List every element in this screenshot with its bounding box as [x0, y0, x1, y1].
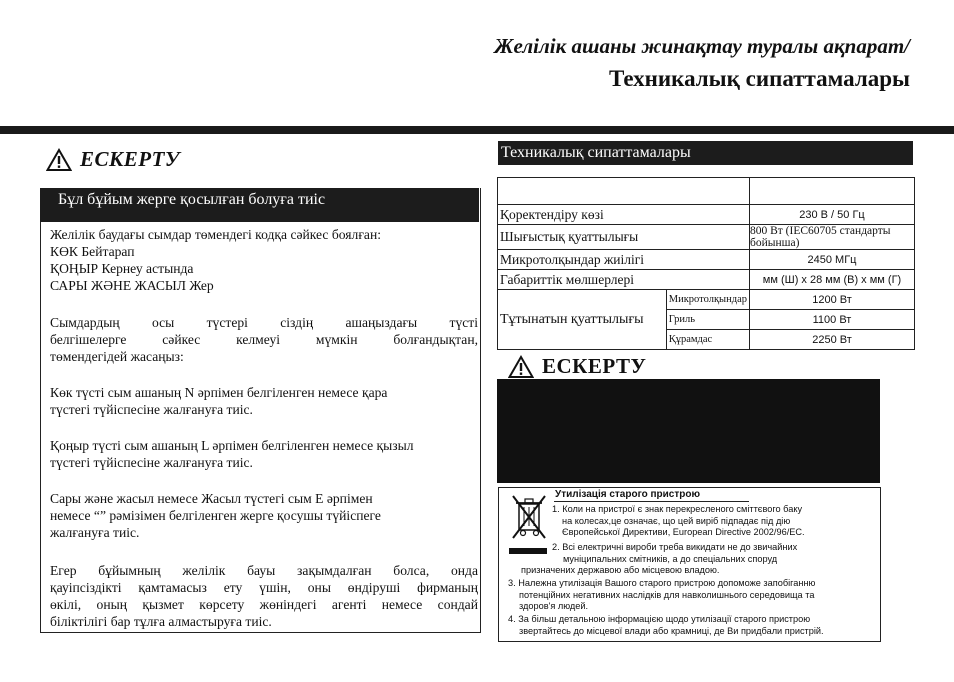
spec-value: 230 В / 50 Гц — [749, 205, 914, 225]
spec-label: Шығыстық қуаттылығы — [498, 225, 750, 250]
spec-title: Техникалық сипаттамалары — [498, 141, 913, 165]
consumption-value: 2250 Вт — [749, 330, 914, 350]
disposal-item-1 — [552, 504, 805, 539]
disposal-title-underline — [554, 501, 749, 502]
paragraph-3 — [50, 437, 490, 471]
para2-line2: түстегі түйіспесіне жалғануға тиіс. — [50, 402, 253, 417]
spec-value: мм (Ш) x 28 мм (В) x мм (Г) — [749, 270, 914, 290]
page-title-line1: Желілік ашаны жинақтау туралы ақпарат/ — [494, 34, 910, 58]
spec-label — [498, 178, 750, 205]
consumption-group-label: Тұтынатын қуаттылығы — [498, 290, 667, 350]
para2-line1: Көк түсті сым ашаның N әрпімен белгіленген немесе қара — [50, 385, 388, 400]
disposal-item4-line2: звертайтесь до місцевої влади або крамниці, де Ви придбали пристрій. — [519, 625, 824, 636]
consumption-value: 1200 Вт — [749, 290, 914, 310]
disposal-item-4 — [508, 614, 824, 637]
right-warning-title: ЕСКЕРТУ — [542, 354, 647, 378]
disposal-item1-line3: Європейської Директиви, European Directive 2002/96/EC. — [562, 527, 805, 537]
spec-row-output-power — [498, 225, 915, 250]
consumption-label: Гриль — [666, 310, 749, 330]
header-divider — [0, 126, 954, 134]
spec-table — [497, 177, 915, 350]
para1-line1: Сымдардың осы түстері сіздің ашаңыздағы түсті — [50, 315, 478, 330]
spec-row-consumption-microwave — [498, 290, 915, 310]
consumption-label: Микротолқындар — [666, 290, 749, 310]
consumption-value: 1100 Вт — [749, 310, 914, 330]
spec-row-dimensions — [498, 270, 915, 290]
para4-line3: жалғануға тиіс. — [50, 525, 140, 540]
para5-line1: Егер бұйымның желілік бауы зақымдалған болса, онда — [50, 563, 478, 578]
spec-label: Микротолқындар жиілігі — [498, 250, 750, 270]
paragraph-2 — [50, 384, 478, 418]
para3-line1: Қоңыр түсті сым ашаның L әрпімен белгіленген немесе қызыл — [50, 438, 414, 453]
spec-value: 2450 МГц — [749, 250, 914, 270]
para5-line4: біліктілігі бар тұлға алмастыруға тиіс. — [50, 614, 272, 629]
spec-row-blank — [498, 178, 915, 205]
disposal-box — [498, 487, 881, 642]
para4-line1: Сары және жасыл немесе Жасыл түстегі сым E әрпімен — [50, 491, 373, 506]
paragraph-1 — [50, 314, 478, 365]
paragraph-4 — [50, 490, 478, 541]
spec-row-frequency — [498, 250, 915, 270]
warning-triangle-icon — [46, 148, 72, 172]
para1-line3: төмендегідей жасаңыз: — [50, 349, 184, 364]
warning-triangle-icon — [508, 355, 534, 379]
spec-label: Габариттік мөлшерлері — [498, 270, 750, 290]
disposal-item4-line1: 4. За більш детальною інформацією щодо утилізації старого пристрою — [508, 614, 811, 624]
disposal-item2-line3: призначених державою або місцевою владою. — [521, 565, 720, 575]
disposal-item3-line1: 3. Належна утилізація Вашого старого пристрою допоможе запобіганню — [508, 578, 816, 588]
intro-text: Желілік баудағы сымдар төмендегі кодқа сәйкес боялған: — [50, 227, 382, 242]
code-yellow-green: САРЫ ЖӘНЕ ЖАСЫЛ Жер — [50, 278, 214, 293]
disposal-item1-line1: 1. Коли на пристрої є знак перекресленого сміттєвого баку — [552, 504, 803, 514]
spec-row-power-supply — [498, 205, 915, 225]
disposal-item1-line2: на колесах,це означає, що цей виріб підпадає під дію — [562, 515, 791, 526]
crossed-bin-icon — [509, 492, 549, 547]
disposal-item3-line2: потенційних негативних наслідків для навколишнього середовища та — [519, 589, 815, 600]
disposal-item3-line3: здоров'я людей. — [519, 601, 589, 611]
disposal-item-2 — [507, 542, 797, 577]
page-title-line2: Техникалық сипаттамалары — [608, 66, 910, 91]
disposal-item2-line2: муніципальних смітників, а до спеціальних споруд — [563, 553, 778, 564]
disposal-item2-line1: 2. Всі електричні вироби треба викидати не до звичайних — [552, 542, 798, 552]
grounding-box-title: Бұл бұйым жерге қосылған болуға тиіс — [40, 188, 479, 222]
disposal-item-3 — [508, 578, 815, 613]
spec-value: 800 Вт (IEC60705 стандарты бойынша) — [749, 225, 914, 250]
para5-line3: өкілі, оның қызмет көрсету жөніндегі агенті немесе сондай — [50, 597, 478, 612]
code-blue: КӨК Бейтарап — [50, 244, 135, 259]
para5-line2: қауіпсіздікті қамтамасыз ету үшін, оны өндіруші фирманың — [50, 580, 478, 595]
spec-label: Қоректендіру көзі — [498, 205, 750, 225]
spec-value — [749, 178, 914, 205]
para3-line2: түстегі түйіспесіне жалғануға тиіс. — [50, 455, 253, 470]
redacted-warning-box — [497, 379, 880, 483]
consumption-label: Құрамдас — [666, 330, 749, 350]
paragraph-5 — [50, 562, 478, 630]
wire-color-intro — [50, 226, 478, 294]
para1-line2: белгішелерге сәйкес келмеуі мүмкін болғандықтан, — [50, 332, 478, 347]
code-brown: ҚОҢЫР Кернеу астында — [50, 261, 194, 276]
para4-line2: немесе “” рәмізімен белгіленген жерге қосушы түйіспеге — [50, 508, 381, 523]
disposal-title: Утилізація старого пристрою — [555, 489, 701, 500]
left-warning-title: ЕСКЕРТУ — [80, 147, 181, 171]
left-warning-heading — [46, 147, 180, 172]
right-warning-heading — [508, 354, 646, 379]
